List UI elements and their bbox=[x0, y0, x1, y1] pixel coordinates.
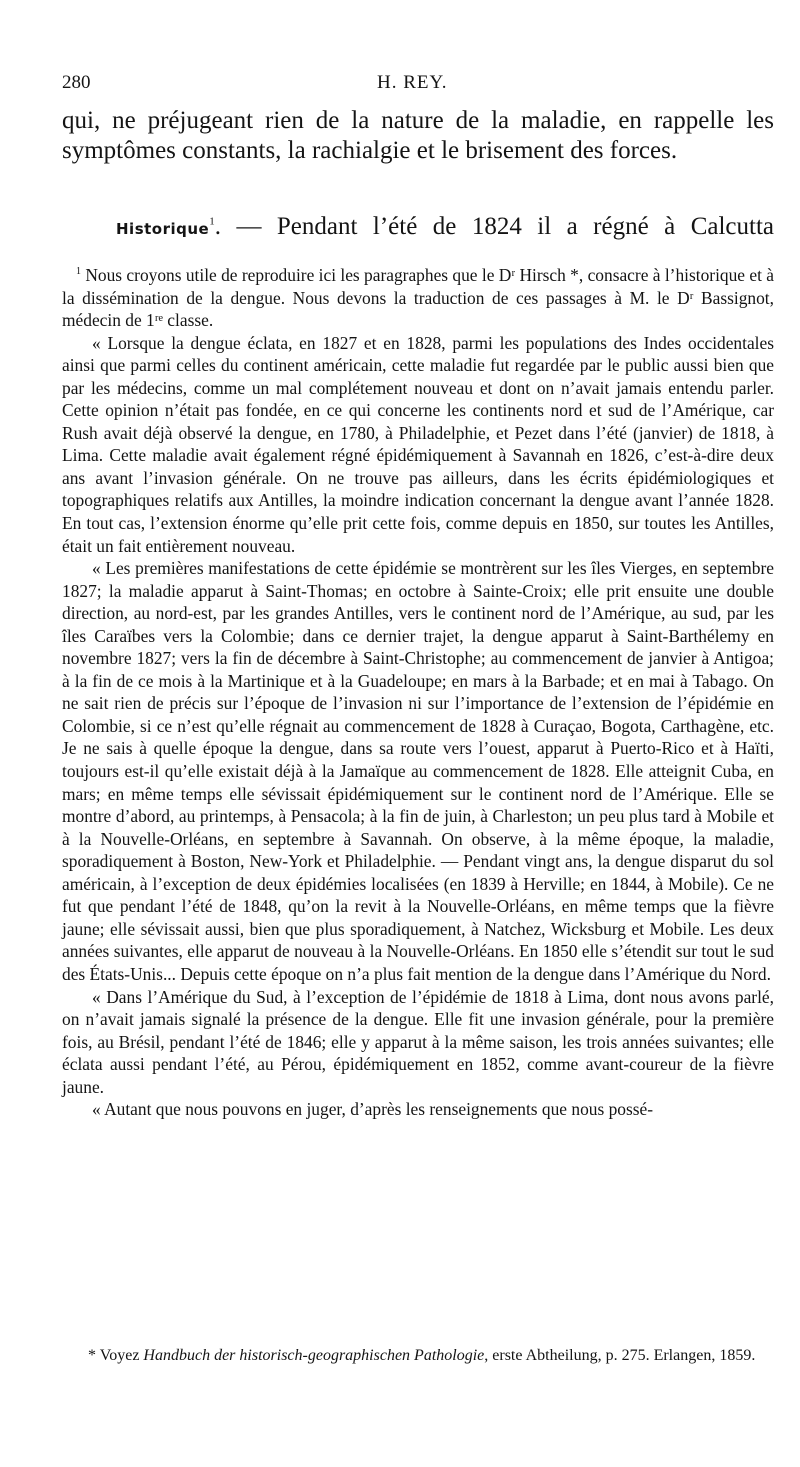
main-paragraph: qui, ne préjugeant rien de la nature de la maladie, en rappelle les symptômes constants, la rachialgie et le brisement des forces. bbox=[62, 107, 774, 164]
reference-marker: * bbox=[88, 1347, 96, 1364]
section-text: . — Pendant l’été de 1824 il a régné à Calcutta bbox=[214, 213, 774, 240]
section-heading: Historique bbox=[116, 220, 210, 238]
page-number: 280 bbox=[62, 72, 91, 93]
reference-prefix: Voyez bbox=[99, 1347, 140, 1364]
footnote-marker: 1 bbox=[209, 215, 215, 228]
reference-suffix: , erste Abtheilung, p. 275. Erlangen, 1859. bbox=[484, 1347, 756, 1364]
footnote-block bbox=[62, 264, 774, 1121]
bottom-reference-note bbox=[62, 1346, 774, 1366]
footnote-paragraph: « Dans l’Amérique du Sud, à l’exception de l’épidémie de 1818 à Lima, dont nous avons parlé, on n’avait jamais signalé la présence de la dengue. Elle fit une invasion générale, pour la première fois, au Brésil, pendant l’été de 1846; elle y apparut à la même saison, les trois années suivantes; elle éclata aussi pendant l’été, au Pérou, épidémiquement en 1852, comme avant-coureur de la fièvre jaune. bbox=[62, 986, 774, 1097]
footnote-intro bbox=[62, 264, 774, 332]
footnote-paragraph: « Les premières manifestations de cette épidémie se montrèrent sur les îles Vierges, en septembre 1827; la maladie apparut à Saint-Thomas; en octobre à Sainte-Croix; elle prit ensuite une double direction, au nord-est, par les grandes Antilles, vers le continent nord de l’Amérique, au sud, par les îles Caraïbes vers la Colombie; dans ce dernier trajet, la dengue apparut à Saint-Barthélemy en novembre 1827; vers la fin de décembre à Saint-Christophe; au commencement de janvier à Antigoa; à la fin de ce mois à la Martinique et à la Guadeloupe; en mars à la Barbade; et en mai à Tabago. On ne sait rien de précis sur l’époque de l’invasion ni sur l’importance de l’extension de l’épidémie en Colombie, si ce n’est qu’elle régnait au commencement de 1828 à Curaçao, Bogota, Carthagène, etc. Je ne sais à quelle époque la dengue, dans sa route vers l’ouest, apparut à Puerto-Rico et à Haïti, toujours est-il qu’elle existait déjà à la Jamaïque au commencement de 1828. Elle atteignit Cuba, en mars; en même temps elle sévissait épidémiquement sur le continent nord de l’Amérique. Elle se montre d’abord, au printemps, à Pensacola; à la fin de juin, à Charleston; un peu plus tard à Mobile et à la Nouvelle-Orléans, en septembre à Savannah. On observe, à la même époque, la maladie, sporadiquement à Boston, New-York et Philadelphie. — Pendant vingt ans, la dengue disparut du sol américain, à l’exception de deux épidémies localisées (en 1839 à Herville; en 1844, à Mobile). Ce ne fut que pendant l’été de 1848, qu’on la revit à la Nouvelle-Orléans, en même temps que la fièvre jaune; elle sévissait aussi, bien que plus sporadiquement, à Natchez, Wicksburg et Mobile. Les deux années suivantes, elle apparut de nouveau à la Nouvelle-Orléans. En 1850 elle s’étendit sur tout le sud des États-Unis... Depuis cette époque on n’a plus fait mention de la dengue dans l’Amérique du Nord. bbox=[62, 558, 774, 984]
section-line bbox=[116, 212, 774, 244]
footnote-paragraph: « Autant que nous pouvons en juger, d’après les renseignements que nous possé- bbox=[92, 1099, 654, 1120]
reference-paragraph bbox=[62, 1346, 774, 1366]
footnote-intro-text: Nous croyons utile de reproduire ici les paragraphes que le Dʳ Hirsch *, consacre à l’historique et à la dissémination de la dengue. Nous devons la traduction de ces passages à M. le Dʳ Bassignot, médecin de 1ʳᵉ classe. bbox=[62, 265, 774, 331]
footnote-paragraph: « Lorsque la dengue éclata, en 1827 et en 1828, parmi les populations des Indes occidentales ainsi que parmi celles du continent américain, cette maladie fut regardée par le public aussi bien que par les médecins, comme un mal complétement nouveau et dont on n’avait jamais entendu parler. Cette opinion n’était pas fondée, en ce qui concerne les continents nord et sud de l’Amérique, car Rush avait déjà observé la dengue, en 1780, à Philadelphie, et Pezet dans l’été (janvier) de 1818, à Lima. Cette maladie avait également régné épidémiquement à Savannah en 1826, c’est-à-dire deux ans avant l’invasion générale. On ne trouve pas ailleurs, dans les écrits épidémiologiques et topographiques relatifs aux Antilles, la moindre indication concernant la dengue avant l’année 1828. En tout cas, l’extension énorme qu’elle prit cette fois, comme depuis en 1850, sur toutes les Antilles, était un fait entièrement nouveau. bbox=[62, 332, 774, 556]
reference-title: Handbuch der historisch-geographischen Pathologie bbox=[143, 1347, 485, 1364]
running-head: H. REY. bbox=[377, 72, 448, 93]
page-header bbox=[62, 72, 722, 102]
main-text-block bbox=[62, 106, 774, 166]
footnote-number: 1 bbox=[76, 266, 81, 278]
